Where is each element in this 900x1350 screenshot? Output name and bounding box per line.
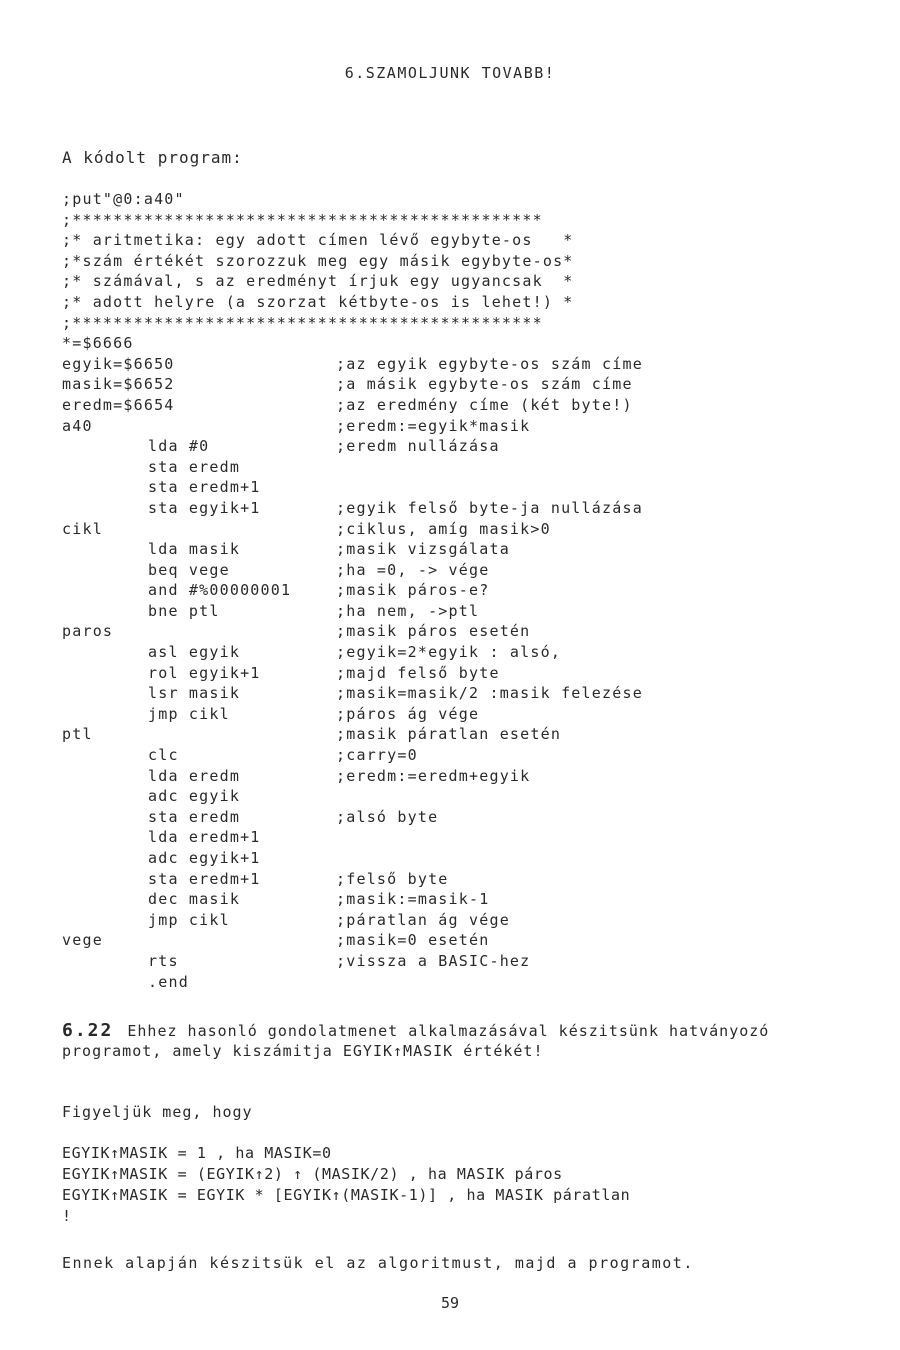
code-header-line: *=$6666 <box>62 334 134 353</box>
code-instruction: and #%00000001 <box>148 581 292 600</box>
code-comment: ;ciklus, amíg masik>0 <box>336 519 551 538</box>
code-label-field: vege <box>62 931 103 950</box>
code-comment: ;a másik egybyte-os szám címe <box>336 375 633 394</box>
code-header-line: ;********************************************** <box>62 313 543 332</box>
code-comment: ;masik páros esetén <box>336 622 531 641</box>
code-line <box>62 396 852 417</box>
code-instruction: jmp cikl <box>148 910 230 929</box>
code-comment: ;egyik felső byte-ja nullázása <box>336 498 643 517</box>
code-instruction: .end <box>148 972 189 991</box>
code-line <box>62 684 852 705</box>
code-line <box>62 705 852 726</box>
code-instruction: lda eredm <box>148 766 241 785</box>
code-line <box>62 952 852 973</box>
code-comment: ;eredm:=egyik*masik <box>336 416 531 435</box>
code-label: A kódolt program: <box>62 148 243 167</box>
code-line <box>62 870 852 891</box>
code-instruction: jmp cikl <box>148 704 230 723</box>
code-comment: ;masik=masik/2 :masik felezése <box>336 684 643 703</box>
code-comment: ;ha =0, -> vége <box>336 560 490 579</box>
code-line <box>62 643 852 664</box>
code-instruction: sta eredm+1 <box>148 478 261 497</box>
code-line <box>62 828 852 849</box>
code-comment: ;az eredmény címe (két byte!) <box>336 395 633 414</box>
code-body <box>62 355 852 993</box>
code-comment: ;masik:=masik-1 <box>336 890 490 909</box>
code-comment: ;masik=0 esetén <box>336 931 490 950</box>
code-line <box>62 478 852 499</box>
code-comment: ;vissza a BASIC-hez <box>336 951 531 970</box>
code-line <box>62 581 852 602</box>
code-instruction: rol egyik+1 <box>148 663 261 682</box>
code-line <box>62 437 852 458</box>
code-line <box>62 931 852 952</box>
code-comment: ;ha nem, ->ptl <box>336 601 480 620</box>
code-line <box>62 458 852 479</box>
code-line <box>62 355 852 376</box>
code-line <box>62 540 852 561</box>
code-comment: ;alsó byte <box>336 807 439 826</box>
code-label-field: masik=$6652 <box>62 375 175 394</box>
code-line <box>62 746 852 767</box>
exercise-paragraph <box>62 1021 822 1061</box>
exercise-text: Ehhez hasonló gondolatmenet alkalmazásával készitsünk hatványozó programot, amely kiszámitja EGYIK↑MASIK értékét! <box>62 1022 770 1060</box>
code-line <box>62 664 852 685</box>
code-comment: ;masik páros-e? <box>336 581 490 600</box>
code-instruction: beq vege <box>148 560 230 579</box>
code-instruction: lda masik <box>148 540 241 559</box>
observe-line: Figyeljük meg, hogy <box>62 1103 253 1121</box>
code-comment: ;páratlan ág vége <box>336 910 510 929</box>
code-comment: ;carry=0 <box>336 746 418 765</box>
code-instruction: lda #0 <box>148 437 210 456</box>
code-instruction: adc egyik+1 <box>148 849 261 867</box>
code-line <box>62 808 852 829</box>
code-instruction: sta eredm <box>148 457 241 476</box>
code-header-line: ;put"@0:a40" <box>62 190 185 208</box>
code-instruction: sta egyik+1 <box>148 498 261 517</box>
formula-line: EGYIK↑MASIK = (EGYIK↑2) ↑ (MASIK/2) , ha MASIK páros <box>62 1165 563 1183</box>
code-instruction: lsr masik <box>148 684 241 703</box>
code-line <box>62 499 852 520</box>
code-label-field: cikl <box>62 519 103 538</box>
code-label-field: eredm=$6654 <box>62 395 175 414</box>
code-line <box>62 849 852 870</box>
closing-sentence: Ennek alapján készitsük el az algoritmust, majd a programot. <box>62 1254 694 1272</box>
code-header-line: ;* számával, s az eredményt írjuk egy ugyancsak * <box>62 272 574 291</box>
code-instruction: asl egyik <box>148 643 241 662</box>
code-instruction: rts <box>148 951 179 970</box>
formula-line: ! <box>62 1207 72 1225</box>
code-line <box>62 767 852 788</box>
code-header-line: ;********************************************** <box>62 210 543 229</box>
exercise-number: 6.22 <box>62 1020 114 1041</box>
code-line <box>62 911 852 932</box>
code-comment: ;majd felső byte <box>336 663 500 682</box>
code-label-field: egyik=$6650 <box>62 354 175 373</box>
formula-line: EGYIK↑MASIK = 1 , ha MASIK=0 <box>62 1144 332 1162</box>
code-header-line: ;* aritmetika: egy adott címen lévő egybyte-os * <box>62 231 574 250</box>
code-instruction: bne ptl <box>148 601 220 620</box>
formula-block <box>62 1144 842 1228</box>
code-instruction: sta eredm <box>148 807 241 826</box>
code-comment: ;masik vizsgálata <box>336 540 510 559</box>
formula-line: EGYIK↑MASIK = EGYIK * [EGYIK↑(MASIK-1)] , ha MASIK páratlan <box>62 1186 631 1204</box>
code-comment: ;egyik=2*egyik : alsó, <box>336 643 562 662</box>
code-comment: ;páros ág vége <box>336 704 480 723</box>
code-line <box>62 890 852 911</box>
code-instruction: clc <box>148 746 179 765</box>
code-line <box>62 417 852 438</box>
code-listing <box>62 190 852 993</box>
code-line <box>62 787 852 808</box>
code-instruction: dec masik <box>148 890 241 909</box>
code-comment: ;masik páratlan esetén <box>336 725 562 744</box>
page-number: 59 <box>440 1294 460 1312</box>
code-label-field: a40 <box>62 416 93 435</box>
code-header-line: ;* adott helyre (a szorzat kétbyte-os is lehet!) * <box>62 292 574 311</box>
page-heading: 6.SZAMOLJUNK TOVABB! <box>344 64 556 82</box>
code-comment: ;az egyik egybyte-os szám címe <box>336 354 643 373</box>
code-line <box>62 622 852 643</box>
code-line <box>62 375 852 396</box>
code-label-field: paros <box>62 622 114 641</box>
code-line <box>62 602 852 623</box>
code-instruction: sta eredm+1 <box>148 869 261 888</box>
code-line <box>62 561 852 582</box>
code-line <box>62 725 852 746</box>
code-line <box>62 520 852 541</box>
code-instruction: adc egyik <box>148 787 241 806</box>
code-comment: ;eredm:=eredm+egyik <box>336 766 531 785</box>
code-label-field: ptl <box>62 725 93 744</box>
code-line <box>62 973 852 994</box>
code-comment: ;eredm nullázása <box>336 437 500 456</box>
code-header-line: ;*szám értékét szorozzuk meg egy másik egybyte-os* <box>62 251 574 270</box>
code-comment: ;felső byte <box>336 869 449 888</box>
code-instruction: lda eredm+1 <box>148 828 261 847</box>
